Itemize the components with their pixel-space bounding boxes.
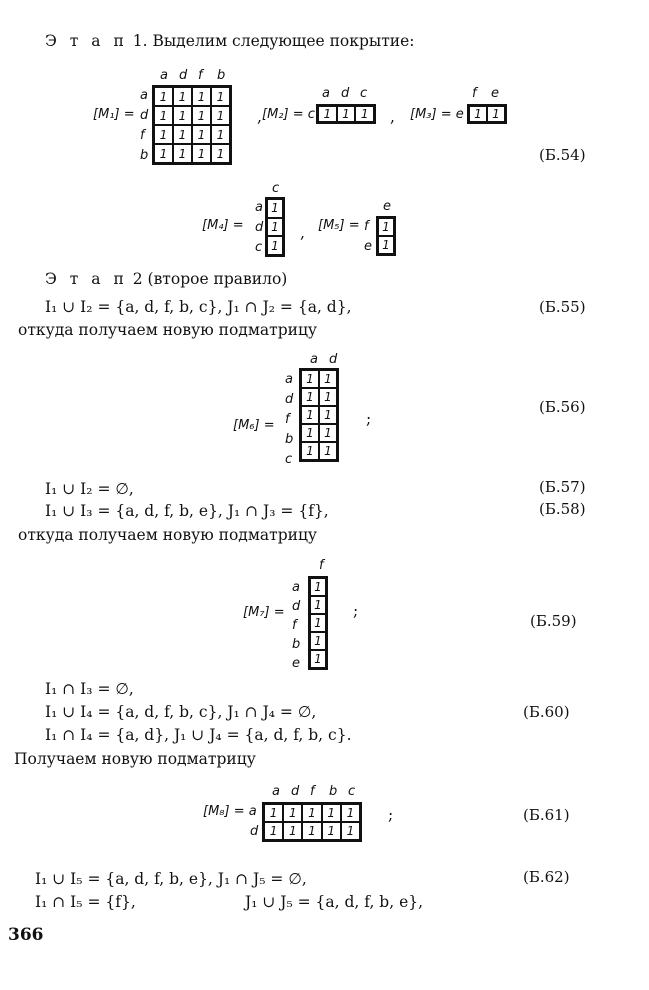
m3-col-e: e — [491, 86, 499, 101]
m8-col-b: b — [329, 784, 338, 799]
matrix-cell: 1 — [173, 106, 192, 125]
m3-matrix — [467, 104, 507, 124]
comma-1: , — [257, 108, 262, 126]
matrix-cell: 1 — [211, 144, 230, 163]
m1-row-b: b — [140, 148, 149, 163]
eqno-b62: (Б.62) — [523, 868, 570, 886]
matrix-cell: 1 — [267, 236, 283, 255]
matrix-cell: 1 — [283, 804, 302, 822]
m6-col-a: a — [310, 352, 318, 367]
matrix-cell: 1 — [154, 125, 173, 144]
m5-label: [M₅] = — [318, 218, 360, 233]
m7-row-e: e — [292, 656, 300, 671]
m4-matrix — [265, 197, 285, 257]
semicolon-m7: ; — [353, 602, 359, 620]
m6-label: [M₆] = — [233, 418, 275, 433]
stage1-text: 1. Выделим следующее покрытие: — [132, 32, 415, 50]
m7-row-b: b — [292, 637, 301, 652]
m1-col-d: d — [179, 68, 188, 83]
eq-b60-line1: I₁ ∩ I₃ = ∅, — [45, 680, 134, 698]
m2-matrix — [316, 104, 376, 124]
m3-col-f: f — [472, 86, 477, 101]
matrix-cell: 1 — [173, 87, 192, 106]
eqno-b59: (Б.59) — [530, 612, 577, 630]
m4-row-c: c — [255, 240, 263, 255]
matrix-cell: 1 — [355, 106, 374, 122]
m8-col-a: a — [272, 784, 280, 799]
matrix-cell: 1 — [310, 578, 326, 596]
comma-2: , — [390, 108, 395, 126]
page-number: 366 — [8, 925, 44, 945]
matrix-cell: 1 — [378, 236, 394, 254]
m3-label: [M₃] = e — [410, 107, 464, 122]
m2-col-d: d — [341, 86, 350, 101]
matrix-cell: 1 — [301, 406, 319, 424]
m6-row-c: c — [285, 452, 293, 467]
eq-b58: I₁ ∪ I₃ = {a, d, f, b, e}, J₁ ∩ J₃ = {f}, — [45, 502, 329, 520]
eqno-b56: (Б.56) — [539, 398, 586, 416]
m5-matrix — [376, 216, 396, 256]
comma-3: , — [300, 224, 305, 242]
m1-col-f: f — [198, 68, 203, 83]
m7-row-a: a — [292, 580, 300, 595]
matrix-cell: 1 — [378, 218, 394, 236]
m2-label: [M₂] = c — [262, 107, 315, 122]
text-derive-3: Получаем новую подматрицу — [14, 750, 256, 768]
matrix-cell: 1 — [319, 406, 337, 424]
matrix-cell: 1 — [173, 144, 192, 163]
m8-matrix — [262, 802, 362, 842]
m6-col-d: d — [329, 352, 338, 367]
eqno-b55: (Б.55) — [539, 298, 586, 316]
stage2-text: 2 (второе правило) — [132, 270, 288, 288]
eqno-b57: (Б.57) — [539, 478, 586, 496]
matrix-cell: 1 — [211, 125, 230, 144]
matrix-cell: 1 — [319, 424, 337, 442]
m1-col-b: b — [217, 68, 226, 83]
m7-label: [M₇] = — [243, 605, 285, 620]
matrix-cell: 1 — [154, 144, 173, 163]
matrix-cell: 1 — [192, 144, 211, 163]
stage1-label: Э т а п — [45, 32, 128, 50]
matrix-cell: 1 — [469, 106, 487, 122]
eq-b62-line2-right: J₁ ∪ J₅ = {a, d, f, b, e}, — [245, 893, 424, 911]
m1-row-a: a — [140, 88, 148, 103]
eq-b55: I₁ ∪ I₂ = {a, d, f, b, c}, J₁ ∩ J₂ = {a, d}, — [45, 298, 352, 316]
matrix-cell: 1 — [318, 106, 337, 122]
m6-row-labels — [285, 370, 293, 470]
stage2-label: Э т а п — [45, 270, 128, 288]
eq-b60-line2: I₁ ∪ I₄ = {a, d, f, b, c}, J₁ ∩ J₄ = ∅, — [45, 703, 317, 721]
matrix-cell: 1 — [301, 442, 319, 460]
m6-row-a: a — [285, 372, 293, 387]
matrix-cell: 1 — [341, 822, 360, 840]
m4-label: [M₄] = — [202, 218, 244, 233]
matrix-cell: 1 — [267, 218, 283, 237]
m1-row-labels — [140, 86, 148, 166]
eqno-b61: (Б.61) — [523, 806, 570, 824]
m6-row-f: f — [285, 412, 290, 427]
matrix-cell: 1 — [310, 596, 326, 614]
eq-b60-line3: I₁ ∩ I₄ = {a, d}, J₁ ∪ J₄ = {a, d, f, b, c}. — [45, 726, 352, 744]
matrix-cell: 1 — [301, 388, 319, 406]
m7-row-d: d — [292, 599, 301, 614]
matrix-cell: 1 — [337, 106, 356, 122]
eqno-b58: (Б.58) — [539, 500, 586, 518]
matrix-cell: 1 — [310, 632, 326, 650]
m7-col-label: f — [319, 558, 324, 573]
m4-row-labels — [255, 198, 263, 258]
matrix-cell: 1 — [264, 804, 283, 822]
m1-row-f: f — [140, 128, 145, 143]
eq-b57: I₁ ∪ I₂ = ∅, — [45, 480, 134, 498]
m8-col-d: d — [291, 784, 300, 799]
matrix-cell: 1 — [192, 87, 211, 106]
matrix-cell: 1 — [301, 424, 319, 442]
matrix-cell: 1 — [319, 370, 337, 388]
m4-row-d: d — [255, 220, 264, 235]
matrix-cell: 1 — [192, 106, 211, 125]
matrix-cell: 1 — [283, 822, 302, 840]
m7-matrix — [308, 576, 328, 670]
m6-row-b: b — [285, 432, 294, 447]
text-derive-1: откуда получаем новую подматрицу — [18, 321, 318, 339]
m8-col-f: f — [310, 784, 315, 799]
m5-row-e: e — [364, 239, 372, 254]
m6-matrix — [299, 368, 339, 462]
m2-col-c: c — [360, 86, 368, 101]
stage1-heading — [45, 32, 415, 50]
matrix-cell: 1 — [322, 804, 341, 822]
matrix-cell: 1 — [211, 87, 230, 106]
m5-row-f: f — [364, 219, 369, 234]
m7-row-f: f — [292, 618, 297, 633]
matrix-cell: 1 — [302, 822, 321, 840]
m8-label: [M₈] = a — [203, 804, 257, 819]
matrix-cell: 1 — [302, 804, 321, 822]
matrix-cell: 1 — [264, 822, 283, 840]
matrix-cell: 1 — [267, 199, 283, 218]
matrix-cell: 1 — [211, 106, 230, 125]
matrix-cell: 1 — [310, 650, 326, 668]
matrix-cell: 1 — [154, 106, 173, 125]
matrix-cell: 1 — [154, 87, 173, 106]
m1-label: [M₁] = — [93, 107, 135, 122]
m4-col-label: c — [272, 181, 280, 196]
m4-row-a: a — [255, 200, 263, 215]
m1-row-d: d — [140, 108, 149, 123]
text-derive-2: откуда получаем новую подматрицу — [18, 526, 318, 544]
m1-col-a: a — [160, 68, 168, 83]
matrix-cell: 1 — [341, 804, 360, 822]
matrix-cell: 1 — [310, 614, 326, 632]
m1-matrix — [152, 85, 232, 165]
m8-col-c: c — [348, 784, 356, 799]
eqno-b54: (Б.54) — [539, 146, 586, 164]
m5-row-labels — [364, 217, 372, 257]
eq-b62-line1: I₁ ∪ I₅ = {a, d, f, b, e}, J₁ ∩ J₅ = ∅, — [35, 870, 307, 888]
matrix-cell: 1 — [487, 106, 505, 122]
matrix-cell: 1 — [192, 125, 211, 144]
eq-b62-line2-left: I₁ ∩ I₅ = {f}, — [35, 893, 136, 911]
semicolon-m6: ; — [366, 410, 372, 428]
matrix-cell: 1 — [301, 370, 319, 388]
stage2-heading — [45, 270, 287, 288]
matrix-cell: 1 — [322, 822, 341, 840]
semicolon-m8: ; — [388, 806, 394, 824]
m8-row-d: d — [250, 824, 259, 839]
m7-row-labels — [292, 578, 300, 673]
eqno-b60: (Б.60) — [523, 703, 570, 721]
matrix-cell: 1 — [319, 388, 337, 406]
matrix-cell: 1 — [173, 125, 192, 144]
matrix-cell: 1 — [319, 442, 337, 460]
m6-row-d: d — [285, 392, 294, 407]
m5-col-label: e — [383, 199, 391, 214]
m2-col-a: a — [322, 86, 330, 101]
